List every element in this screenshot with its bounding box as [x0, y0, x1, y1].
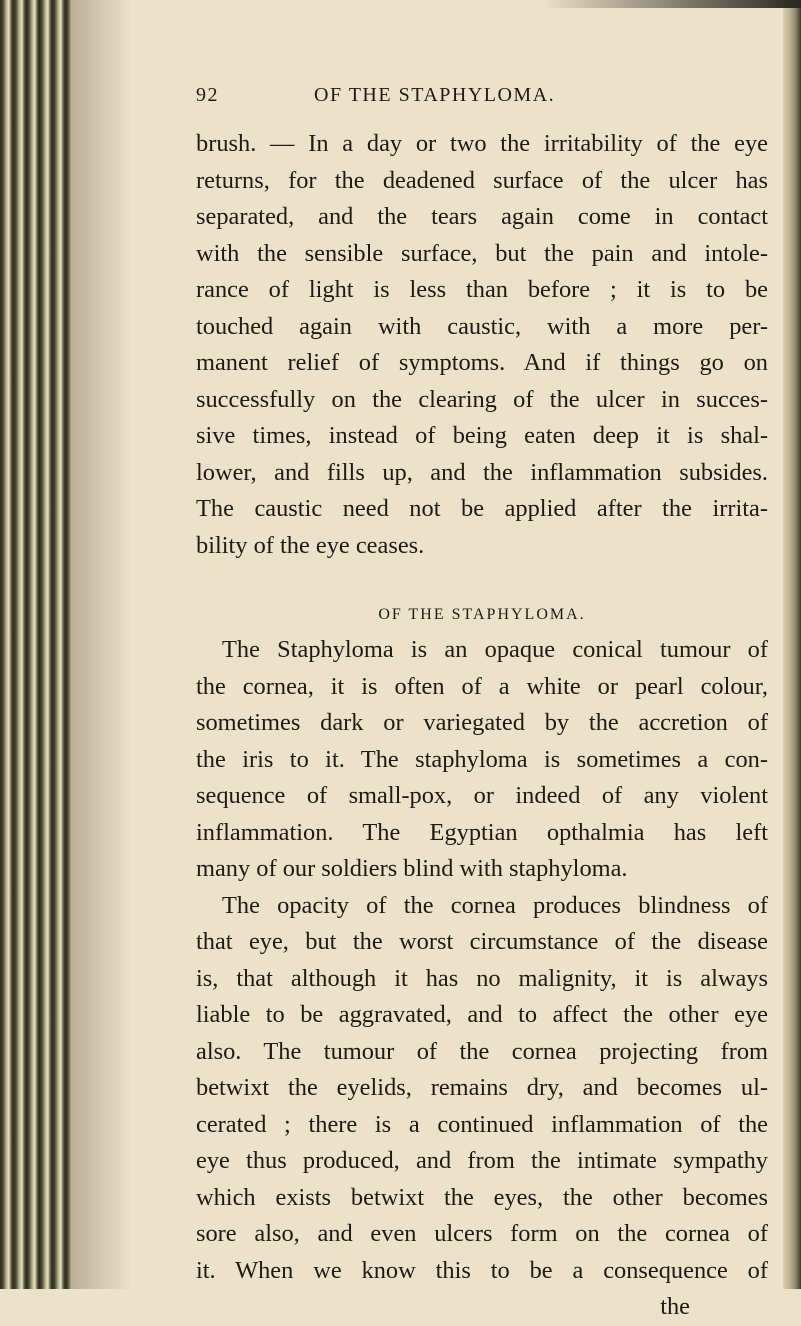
text-line: manent relief of symptoms. And if things go on	[196, 349, 768, 376]
text-line: the cornea, it is often of a white or pearl colour,	[196, 672, 768, 700]
section-heading: OF THE STAPHYLOMA.	[378, 606, 586, 623]
paragraph-opacity	[196, 888, 768, 925]
text-line: many of our soldiers blind with staphyloma.	[196, 855, 628, 882]
paragraph-staphyloma-intro-cont	[196, 669, 768, 888]
text-line: also. The tumour of the cornea projecting from	[196, 1037, 768, 1065]
text-line: cerated ; there is a continued inflammation of the	[196, 1110, 768, 1138]
text-line: which exists betwixt the eyes, the other becomes	[196, 1183, 768, 1211]
text-line: is, that although it has no malignity, it is always	[196, 964, 768, 992]
paragraph-continued	[196, 126, 768, 564]
text-line: with the sensible surface, but the pain and intole-	[196, 239, 768, 267]
text-line: successfully on the clearing of the ulcer in succes-	[196, 385, 768, 413]
book-gutter	[0, 0, 72, 1289]
page-edge	[783, 0, 801, 1289]
text-line: eye thus produced, and from the intimate sympathy	[196, 1147, 768, 1174]
text-line: the iris to it. The staphyloma is sometimes a con-	[196, 745, 768, 773]
text-line: The Staphyloma is an opaque conical tumour of	[222, 636, 768, 663]
paragraph-staphyloma-intro	[196, 632, 768, 669]
running-title: OF THE STAPHYLOMA.	[314, 84, 556, 106]
running-header	[196, 84, 768, 114]
text-line: returns, for the deadened surface of the ulcer has	[196, 166, 768, 194]
text-line: sequence of small-pox, or indeed of any violent	[196, 782, 768, 809]
text-line: rance of light is less than before ; it is to be	[196, 276, 768, 303]
text-line: sometimes dark or variegated by the accretion of	[196, 709, 768, 736]
text-line: it. When we know this to be a consequence of	[196, 1256, 768, 1284]
page-corner-shadow	[541, 0, 801, 8]
text-line: touched again with caustic, with a more per-	[196, 312, 768, 340]
text-line: inflammation. The Egyptian opthalmia has left	[196, 818, 768, 846]
book-page	[196, 84, 768, 1326]
text-line: sore also, and even ulcers form on the cornea of	[196, 1220, 768, 1247]
text-line: liable to be aggravated, and to affect the other eye	[196, 1001, 768, 1028]
text-line: lower, and fills up, and the inflammation subsides.	[196, 458, 768, 486]
text-line: bility of the eye ceases.	[196, 531, 425, 559]
text-line: that eye, but the worst circumstance of the disease	[196, 928, 768, 955]
paragraph-opacity-cont	[196, 924, 768, 1326]
text-line: sive times, instead of being eaten deep it is shal-	[196, 422, 768, 449]
text-line: The caustic need not be applied after the irrita-	[196, 495, 768, 522]
text-line: betwixt the eyelids, remains dry, and becomes ul-	[196, 1074, 768, 1101]
text-line: separated, and the tears again come in contact	[196, 203, 768, 230]
catchword: the	[660, 1293, 690, 1320]
page-number: 92	[196, 84, 219, 106]
text-line: brush. — In a day or two the irritability of the eye	[196, 130, 768, 157]
gutter-shadow	[72, 0, 132, 1289]
text-line: The opacity of the cornea produces blindness of	[222, 891, 768, 919]
